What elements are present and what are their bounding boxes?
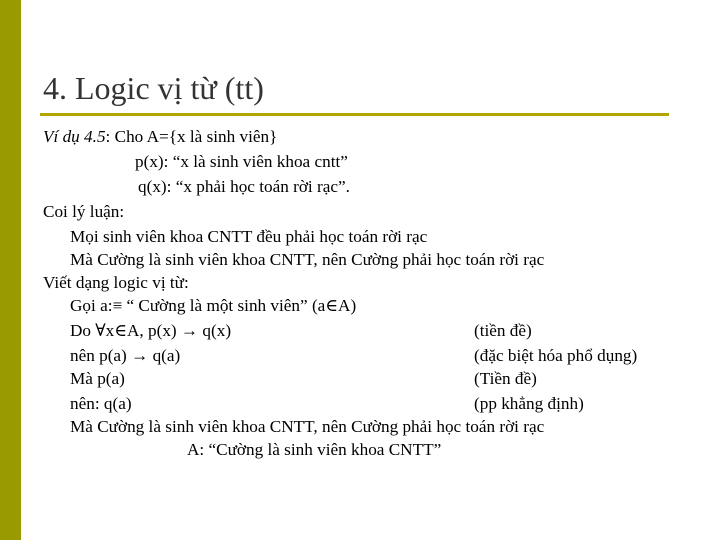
example-label: Ví dụ 4.5 xyxy=(43,127,106,146)
step-expr: nên: q(a) xyxy=(70,394,132,413)
step-expr: Mà p(a) xyxy=(70,369,125,388)
step-expr: Do ∀x∈A, p(x) → q(x) xyxy=(70,321,232,340)
premise-1: Mọi sinh viên khoa CNTT đều phải học toán rời rạc xyxy=(70,227,428,246)
step-expr: nên p(a) → q(a) xyxy=(70,346,181,365)
conclusion-tag: A: “Cường là sinh viên khoa CNTT” xyxy=(187,440,442,459)
argument-heading: Coi lý luận: xyxy=(43,202,125,221)
step-reason: (Tiền đề) xyxy=(474,369,537,388)
predicate-q: q(x): “x phải học toán rời rạc”. xyxy=(138,177,350,196)
step-reason: (pp khẳng định) xyxy=(474,394,584,413)
premise-2: Mà Cường là sinh viên khoa CNTT, nên Cường phải học toán rời rạc xyxy=(70,250,545,269)
title-underline xyxy=(40,113,669,116)
predicate-p: p(x): “x là sinh viên khoa cntt” xyxy=(135,152,348,171)
step-reason: (đặc biệt hóa phổ dụng) xyxy=(474,346,638,365)
conclusion: Mà Cường là sinh viên khoa CNTT, nên Cường phải học toán rời rạc xyxy=(70,417,545,436)
sidebar-accent-bar xyxy=(0,0,21,540)
example-definition: : Cho A={x là sinh viên} xyxy=(105,127,278,146)
let-statement: Gọi a:≡ “ Cường là một sinh viên” (a∈A) xyxy=(70,296,357,315)
step-reason: (tiền đề) xyxy=(474,321,532,340)
example-line xyxy=(43,127,277,147)
slide-title: 4. Logic vị từ (tt) xyxy=(43,70,264,106)
logic-heading: Viết dạng logic vị từ: xyxy=(43,273,189,292)
